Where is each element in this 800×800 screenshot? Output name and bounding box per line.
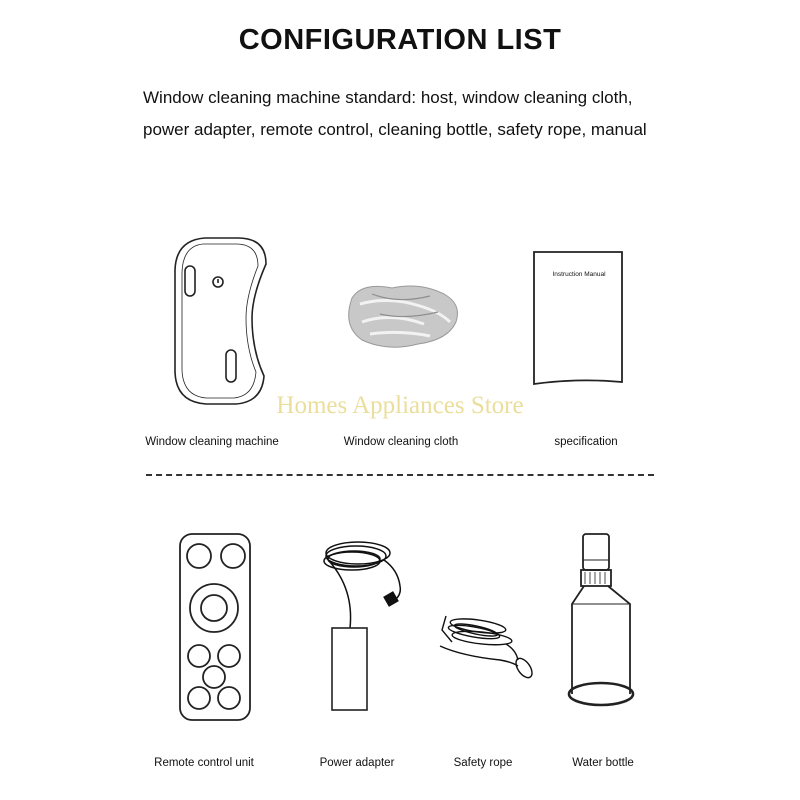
description-line-2: power adapter, remote control, cleaning bottle, safety rope, manual <box>143 120 647 139</box>
caption-window-cleaning-machine: Window cleaning machine <box>145 436 279 448</box>
window-cleaning-robot-icon <box>175 238 266 404</box>
caption-remote-control-unit: Remote control unit <box>154 757 254 769</box>
manual-icon <box>534 252 622 384</box>
caption-power-adapter: Power adapter <box>319 757 395 769</box>
safety-rope-icon <box>440 616 535 680</box>
caption-window-cleaning-cloth: Window cleaning cloth <box>343 436 459 448</box>
caption-water-bottle: Water bottle <box>572 757 634 769</box>
power-adapter-icon <box>324 542 400 710</box>
manual-cover-text: Instruction Manual <box>552 271 606 278</box>
cleaning-cloth-icon <box>349 286 458 347</box>
page-title: CONFIGURATION LIST <box>238 24 562 56</box>
store-watermark: Homes Appliances Store <box>276 392 524 419</box>
caption-safety-rope: Safety rope <box>453 757 513 769</box>
remote-control-icon <box>180 534 250 720</box>
caption-specification: specification <box>554 436 618 448</box>
section-divider <box>146 474 654 476</box>
water-bottle-icon <box>569 534 633 705</box>
description-line-1: Window cleaning machine standard: host, window cleaning cloth, <box>143 88 633 107</box>
